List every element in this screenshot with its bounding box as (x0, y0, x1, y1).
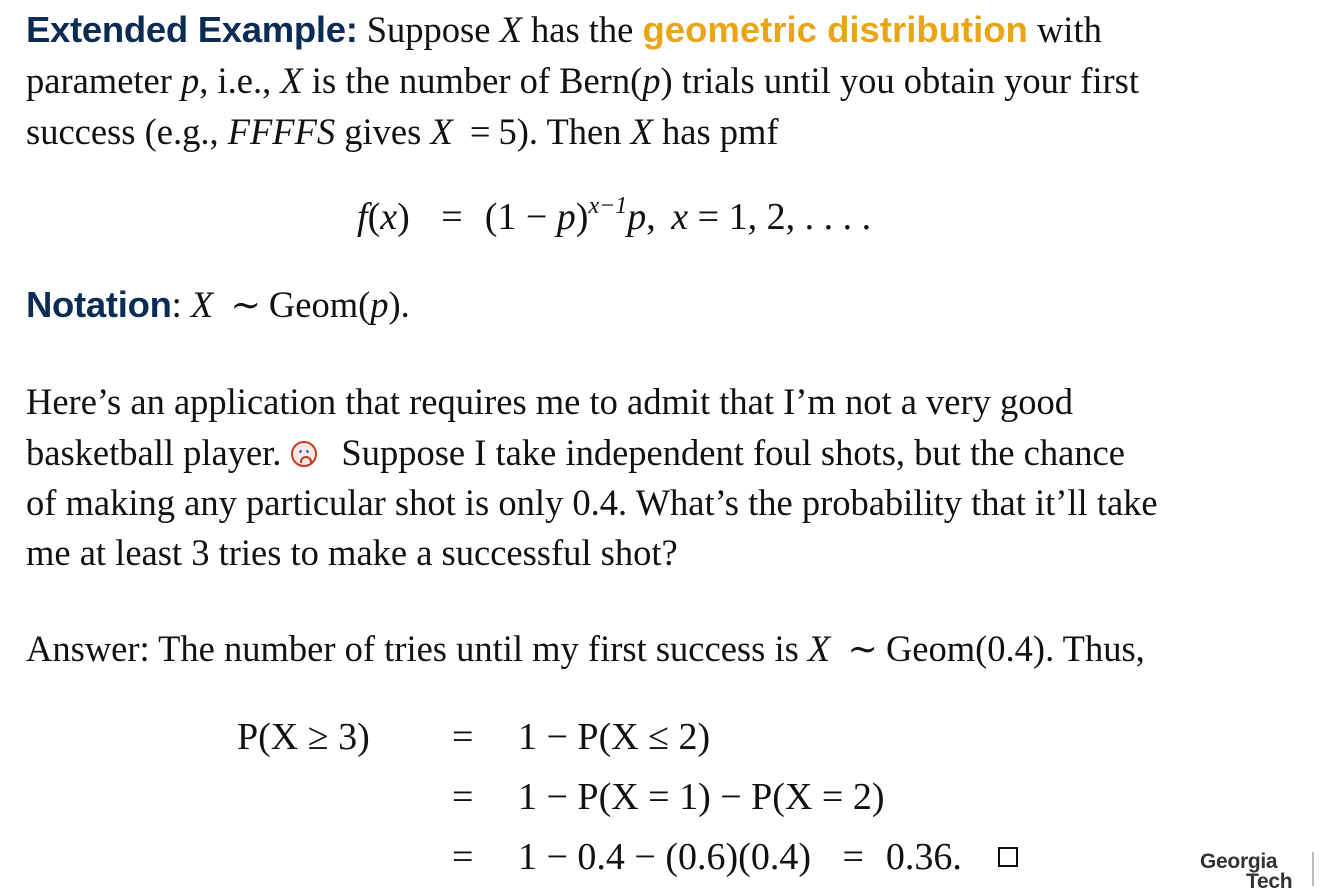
answer-text: Answer: The number of tries until my first success is (26, 628, 799, 669)
logo-line-1: Georgia (1200, 850, 1278, 873)
intro-line-3 (26, 111, 779, 152)
math-var: X (630, 111, 653, 152)
math-expr: (1 − (484, 196, 557, 238)
logo-divider (1312, 852, 1314, 886)
intro-text: with (1036, 9, 1102, 50)
geometric-distribution-term: geometric distribution (642, 9, 1028, 50)
intro-text: success (e.g., (26, 111, 219, 152)
math-exponent: x−1 (588, 193, 628, 219)
intro-text: gives (344, 111, 422, 152)
intro-text: ) trials until you obtain your first (660, 60, 1139, 101)
extended-example-heading: Extended Example: (26, 9, 358, 50)
intro-text: 5). Then (498, 111, 622, 152)
math-operator: = (842, 836, 864, 878)
math-func: f (357, 196, 368, 238)
math-var: X (807, 628, 831, 669)
application-line-4: me at least 3 tries to make a successful shot? (26, 532, 678, 573)
logo-line-2: Tech (1246, 869, 1293, 893)
application-line-3: of making any particular shot is only 0.4. What’s the probability that it’ll take (26, 482, 1158, 523)
derivation-eq-2: = (452, 776, 474, 818)
sad-face-icon (291, 441, 317, 467)
math-var: p (627, 196, 647, 238)
answer-line (26, 628, 1145, 669)
notation-line (26, 284, 410, 325)
application-text: basketball player. (26, 432, 282, 473)
math-var: x (671, 196, 689, 238)
intro-text: , i.e., (199, 60, 272, 101)
derivation-eq-3: = (452, 836, 474, 878)
answer-text: Geom(0.4). Thus, (885, 628, 1145, 669)
math-paren: ( (367, 196, 381, 238)
qed-box-icon (998, 847, 1018, 867)
math-operator: ∼ (230, 284, 261, 325)
math-paren: ). (388, 284, 410, 325)
derivation-rhs-3 (518, 838, 1018, 876)
intro-text: Suppose (366, 9, 491, 50)
intro-line-1 (26, 9, 1102, 50)
intro-text: is the number of Bern( (311, 60, 643, 101)
math-var: x (380, 196, 398, 238)
math-func: Geom( (268, 284, 371, 325)
math-var: X (499, 9, 522, 50)
derivation-expr: 1 − 0.4 − (0.6)(0.4) (518, 836, 811, 878)
application-line-1: Here’s an application that requires me to admit that I’m not a very good (26, 381, 1074, 422)
intro-text: parameter (26, 60, 172, 101)
application-text: Suppose I take independent foul shots, but the chance (341, 432, 1125, 473)
intro-text: has the (531, 9, 634, 50)
math-var: p (642, 60, 661, 101)
derivation-rhs-1: 1 − P(X ≤ 2) (518, 716, 711, 758)
derivation-rhs-2: 1 − P(X = 1) − P(X = 2) (518, 776, 885, 818)
math-paren: ) (397, 196, 410, 238)
math-var: p (181, 60, 200, 101)
math-operator: = (441, 196, 463, 238)
math-operator: ∼ (847, 628, 878, 669)
math-support: = 1, 2, . . . . (697, 196, 872, 238)
derivation-eq-1: = (452, 716, 474, 758)
notation-colon: : (171, 284, 182, 325)
math-var: p (370, 284, 389, 325)
intro-text: has pmf (662, 111, 779, 152)
math-var: X (430, 111, 453, 152)
math-operator: = (469, 111, 491, 152)
intro-line-2 (26, 60, 1139, 101)
application-line-2 (26, 432, 1125, 473)
derivation-result: 0.36. (885, 836, 962, 878)
notation-heading: Notation (26, 284, 172, 325)
math-paren: ) (575, 196, 589, 238)
math-sep: , (646, 196, 656, 238)
math-var: X (190, 284, 214, 325)
pmf-equation (357, 193, 872, 238)
math-var: p (556, 196, 576, 238)
derivation-lhs: P(X ≥ 3) (237, 716, 370, 758)
math-var: X (280, 60, 303, 101)
math-sequence: FFFFS (227, 111, 336, 152)
